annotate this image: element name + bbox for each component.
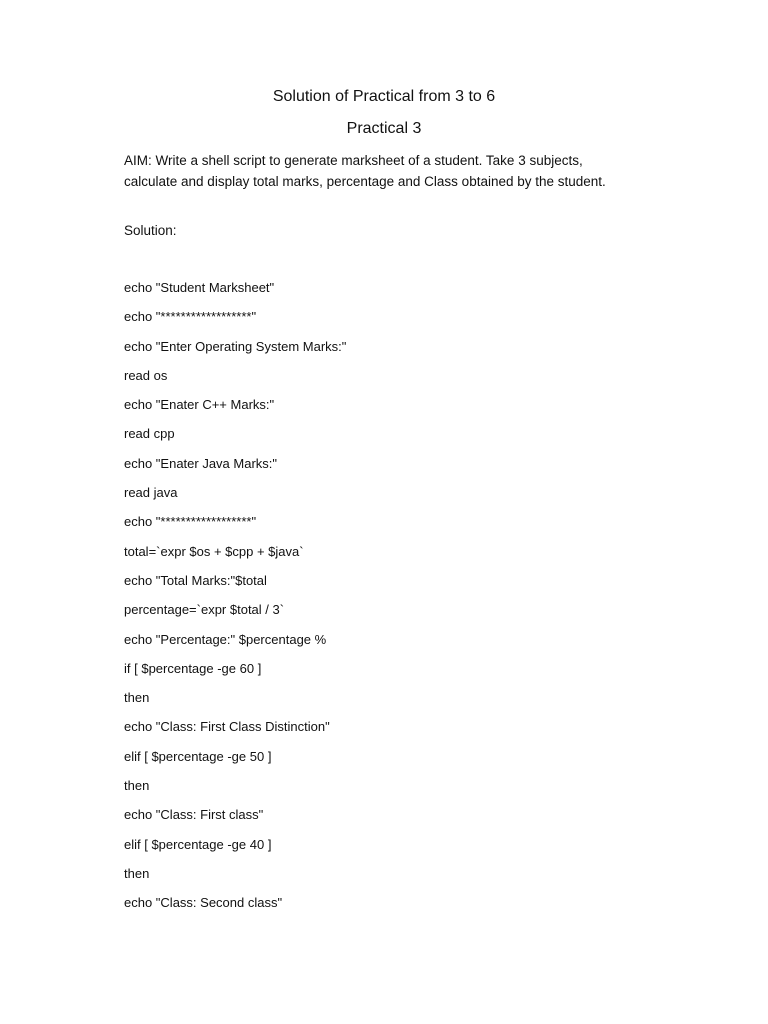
solution-label: Solution: <box>124 223 177 238</box>
code-line: read java <box>124 485 178 501</box>
aim-paragraph: AIM: Write a shell script to generate marksheet of a student. Take 3 subjects, calculate and display total marks, percentage and Class obtained by the student. <box>124 153 606 189</box>
code-line: total=`expr $os + $cpp + $java` <box>124 543 304 559</box>
code-line: echo "Total Marks:"$total <box>124 572 267 588</box>
code-line: echo "******************" <box>124 309 257 325</box>
document-title: Solution of Practical from 3 to 6 <box>272 88 496 105</box>
code-line: echo "Class: First Class Distinction" <box>124 719 330 735</box>
code-line: read cpp <box>124 426 175 442</box>
code-listing <box>124 279 346 924</box>
code-line: read os <box>124 367 168 383</box>
code-line: echo "Enter Operating System Marks:" <box>124 338 347 354</box>
practical-heading: Practical 3 <box>346 120 422 137</box>
code-line: elif [ $percentage -ge 40 ] <box>124 836 272 852</box>
code-line: then <box>124 778 150 794</box>
code-line: echo "Class: First class" <box>124 807 264 823</box>
code-line: echo "Enater Java Marks:" <box>124 455 278 471</box>
code-line: echo "Student Marksheet" <box>124 280 275 295</box>
code-line: then <box>124 690 150 706</box>
code-line: elif [ $percentage -ge 50 ] <box>124 748 272 764</box>
code-line: echo "******************" <box>124 514 257 530</box>
code-line: then <box>124 865 150 881</box>
code-line: percentage=`expr $total / 3` <box>124 602 285 618</box>
code-line: echo "Percentage:" $percentage % <box>124 631 327 647</box>
code-line: echo "Class: Second class" <box>124 895 283 911</box>
code-line: if [ $percentage -ge 60 ] <box>124 660 262 676</box>
code-line: echo "Enater C++ Marks:" <box>124 397 275 413</box>
